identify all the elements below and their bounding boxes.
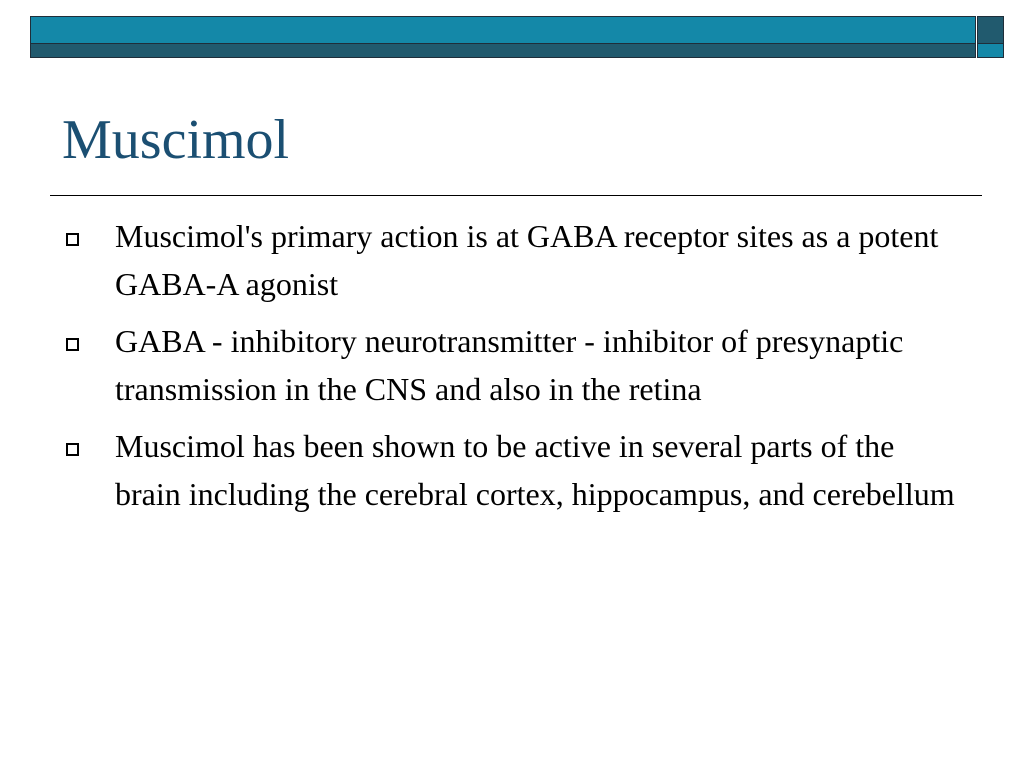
- header-bar-dark-band: [31, 43, 975, 57]
- hollow-square-bullet-icon: [66, 443, 79, 456]
- bullet-text: Muscimol's primary action is at GABA receptor sites as a potent GABA-A agonist: [115, 218, 939, 302]
- header-decorative-bar: [30, 16, 976, 58]
- bullet-item: [62, 317, 962, 413]
- bullet-item: [62, 422, 962, 518]
- hollow-square-bullet-icon: [66, 338, 79, 351]
- header-bar-teal-band: [31, 17, 975, 43]
- bullet-list: [62, 212, 962, 527]
- bullet-text: Muscimol has been shown to be active in several parts of the brain including the cerebral cortex, hippocampus, and cerebellum: [115, 428, 955, 512]
- corner-block-teal-band: [978, 43, 1003, 57]
- bullet-item: [62, 212, 962, 308]
- corner-block-dark-band: [978, 17, 1003, 43]
- header-corner-block: [977, 16, 1004, 58]
- bullet-text: GABA - inhibitory neurotransmitter - inhibitor of presynaptic transmission in the CNS and also in the retina: [115, 323, 904, 407]
- slide-title: Muscimol: [62, 109, 290, 171]
- hollow-square-bullet-icon: [66, 233, 79, 246]
- title-divider: [50, 195, 982, 196]
